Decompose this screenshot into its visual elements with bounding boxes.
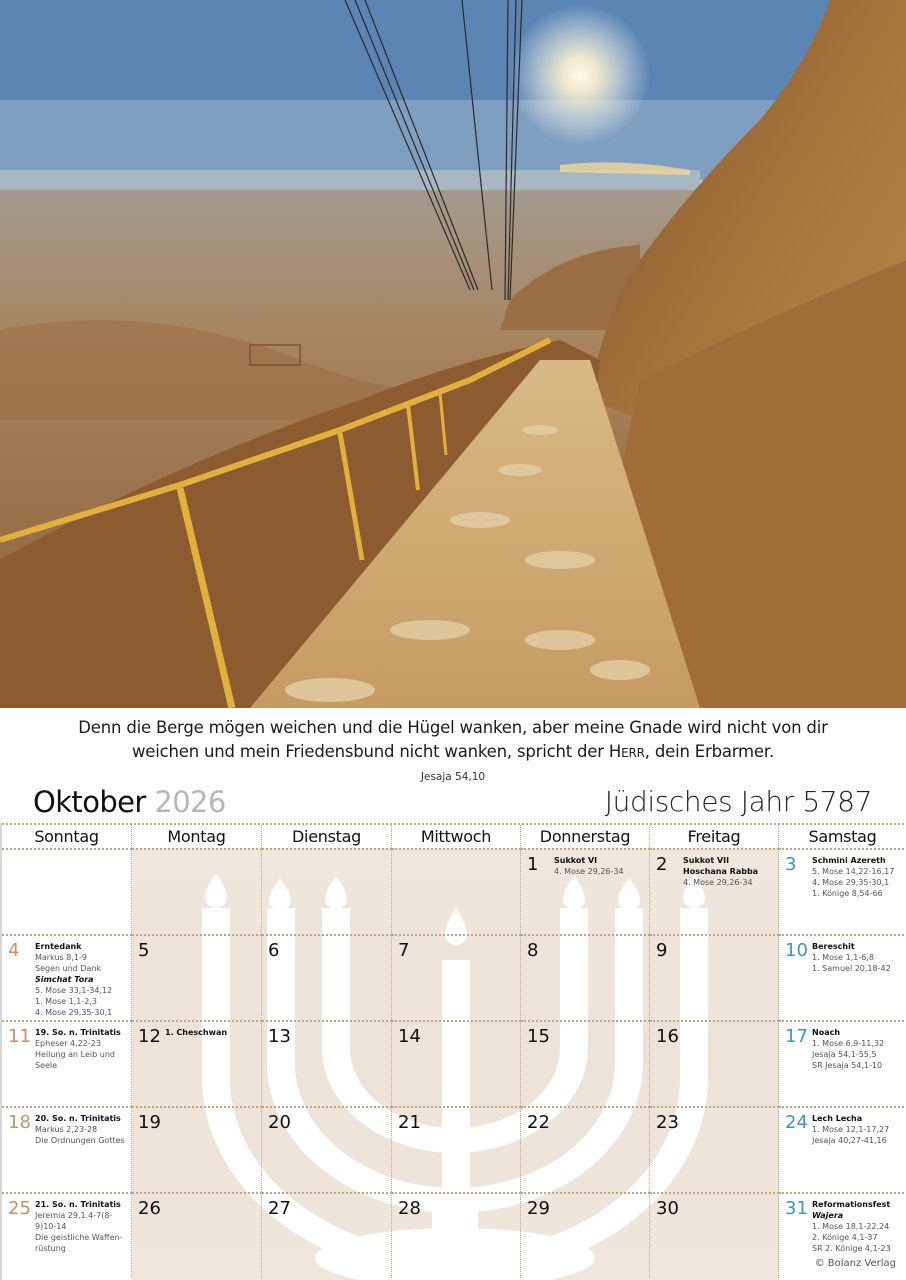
event-detail: 1. Mose 12,1-17,27 <box>812 1125 890 1134</box>
day-number: 17 <box>785 1026 808 1047</box>
day-events <box>35 1027 128 1071</box>
day-cell-18[interactable] <box>2 1106 132 1192</box>
event-title: Sukkot VII Hoschana Rabba <box>683 856 759 876</box>
jewish-year-label: Jüdisches Jahr 5787 <box>604 785 872 818</box>
event-title: Noach <box>812 1028 841 1037</box>
weekday-mittwoch: Mittwoch <box>392 825 521 848</box>
day-number: 28 <box>398 1198 421 1219</box>
event-detail: 1. Mose 1,1-6,8 <box>812 953 874 962</box>
day-events <box>683 855 775 888</box>
day-cell-19[interactable] <box>132 1106 262 1192</box>
event-detail: Markus 8,1-9 <box>35 953 87 962</box>
event-title: Bereschit <box>812 942 855 951</box>
event-detail: 4. Mose 29,26-34 <box>554 867 624 876</box>
day-number: 9 <box>656 940 668 961</box>
day-cell-10[interactable] <box>779 934 906 1020</box>
event-detail: Die Ordnungen Gottes <box>35 1136 125 1145</box>
day-number: 6 <box>268 940 280 961</box>
empty-day-cell[interactable] <box>262 848 392 934</box>
event-detail: SR 2. Könige 4,1-23 <box>812 1244 891 1253</box>
day-events <box>554 855 646 877</box>
day-number: 15 <box>527 1026 550 1047</box>
day-number: 26 <box>138 1198 161 1219</box>
event-title: Reformationsfest <box>812 1200 891 1209</box>
day-cell-25[interactable] <box>2 1192 132 1278</box>
event-title-italic: Simchat Tora <box>35 975 94 984</box>
day-number: 21 <box>398 1112 421 1133</box>
event-title: 19. So. n. Trinitatis <box>35 1028 121 1037</box>
weekday-montag: Montag <box>132 825 262 848</box>
day-cell-11[interactable] <box>2 1020 132 1106</box>
day-number: 18 <box>8 1112 31 1133</box>
day-number: 22 <box>527 1112 550 1133</box>
event-detail: 5. Mose 33,1-34,12 <box>35 986 113 995</box>
day-cell-2[interactable] <box>650 848 779 934</box>
day-number: 29 <box>527 1198 550 1219</box>
day-events <box>812 855 904 899</box>
day-cell-15[interactable] <box>521 1020 650 1106</box>
day-number: 24 <box>785 1112 808 1133</box>
day-cell-1[interactable] <box>521 848 650 934</box>
day-events <box>812 1199 904 1254</box>
day-cell-29[interactable] <box>521 1192 650 1278</box>
verse-line-2 <box>0 740 906 764</box>
empty-day-cell[interactable] <box>132 848 262 934</box>
event-title: Sukkot VI <box>554 856 598 865</box>
day-number: 4 <box>8 940 20 961</box>
day-cell-20[interactable] <box>262 1106 392 1192</box>
weekday-samstag: Samstag <box>808 827 877 846</box>
month-title <box>33 784 226 820</box>
day-events <box>165 1027 258 1038</box>
day-cell-13[interactable] <box>262 1020 392 1106</box>
day-cell-6[interactable] <box>262 934 392 1020</box>
day-number: 11 <box>8 1026 31 1047</box>
verse-line-1: Denn die Berge mögen weichen und die Hügel wanken, aber meine Gnade wird nicht von dir <box>78 718 828 737</box>
day-cell-8[interactable] <box>521 934 650 1020</box>
weekday-donnerstag: Donnerstag <box>521 825 650 848</box>
event-detail: rüstung <box>35 1244 66 1253</box>
event-detail: 1. Könige 8,54-66 <box>812 889 883 898</box>
day-number: 2 <box>656 854 668 875</box>
event-detail: 5. Mose 14,22-16,17 <box>812 867 895 876</box>
day-events <box>35 1113 128 1146</box>
day-cell-4[interactable] <box>2 934 132 1020</box>
calendar-grid <box>0 823 906 1280</box>
day-cell-16[interactable] <box>650 1020 779 1106</box>
event-detail: 1. Samuel 20,18-42 <box>812 964 891 973</box>
event-detail: Die geistliche Waffen- <box>35 1233 123 1242</box>
day-cell-3[interactable] <box>779 848 906 934</box>
event-detail: Markus 2,23-28 <box>35 1125 98 1134</box>
event-detail: Jeremia 29,1.4-7(8-9)10-14 <box>35 1211 113 1231</box>
event-detail: Jesaja 54,1-55,5 <box>812 1050 877 1059</box>
day-cell-28[interactable] <box>392 1192 521 1278</box>
event-detail: 4. Mose 29,35-30,1 <box>35 1008 113 1017</box>
verse-line-2-text: weichen und mein Friedensbund nicht wanken, spricht der <box>131 742 609 761</box>
year-label: 2026 <box>154 785 226 819</box>
event-detail: Epheser 4,22-23 <box>35 1039 101 1048</box>
weekday-sonntag: Sonntag <box>2 825 132 848</box>
day-events <box>812 1113 904 1146</box>
day-number: 27 <box>268 1198 291 1219</box>
event-title: Schmini Azereth <box>812 856 886 865</box>
day-cell-17[interactable] <box>779 1020 906 1106</box>
event-title: 21. So. n. Trinitatis <box>35 1200 121 1209</box>
event-detail: SR Jesaja 54,1-10 <box>812 1061 883 1070</box>
day-events <box>35 941 128 1018</box>
day-cell-27[interactable] <box>262 1192 392 1278</box>
day-cell-30[interactable] <box>650 1192 779 1278</box>
weekday-freitag: Freitag <box>650 825 779 848</box>
day-number: 16 <box>656 1026 679 1047</box>
day-number: 7 <box>398 940 410 961</box>
weekday-header-row <box>2 823 906 848</box>
day-number: 31 <box>785 1198 808 1219</box>
verse-lord-smallcaps: Herr <box>608 742 645 761</box>
day-cell-7[interactable] <box>392 934 521 1020</box>
day-number: 1 <box>527 854 539 875</box>
copyright-notice: © Bolanz Verlag <box>814 1258 896 1269</box>
event-detail: 1. Mose 6,9-11,32 <box>812 1039 885 1048</box>
event-detail: 1. Mose 1,1-2,3 <box>35 997 97 1006</box>
day-number: 30 <box>656 1198 679 1219</box>
day-number: 10 <box>785 940 808 961</box>
day-events <box>35 1199 128 1254</box>
day-cell-14[interactable] <box>392 1020 521 1106</box>
day-number: 8 <box>527 940 539 961</box>
day-cell-12[interactable] <box>132 1020 262 1106</box>
day-cell-24[interactable] <box>779 1106 906 1192</box>
day-grid <box>2 848 906 1280</box>
day-number: 20 <box>268 1112 291 1133</box>
event-title: Lech Lecha <box>812 1114 863 1123</box>
event-detail: 4. Mose 29,26-34 <box>683 878 753 887</box>
empty-day-cell[interactable] <box>2 848 132 934</box>
day-number: 19 <box>138 1112 161 1133</box>
event-detail: Segen und Dank <box>35 964 102 973</box>
day-cell-9[interactable] <box>650 934 779 1020</box>
empty-day-cell[interactable] <box>392 848 521 934</box>
day-events <box>812 941 904 974</box>
verse-reference: Jesaja 54,10 <box>420 771 486 783</box>
day-number: 13 <box>268 1026 291 1047</box>
day-cell-23[interactable] <box>650 1106 779 1192</box>
event-detail: Heilung an Leib und Seele <box>35 1050 115 1070</box>
event-title: Erntedank <box>35 942 82 951</box>
day-number: 23 <box>656 1112 679 1133</box>
event-title: 20. So. n. Trinitatis <box>35 1114 121 1123</box>
month-name: Oktober <box>33 785 146 819</box>
day-cell-5[interactable] <box>132 934 262 1020</box>
weekday-dienstag: Dienstag <box>262 825 392 848</box>
event-detail: Jesaja 40,27-41,16 <box>812 1136 887 1145</box>
day-number: 5 <box>138 940 150 961</box>
day-number: 3 <box>785 854 797 875</box>
day-cell-22[interactable] <box>521 1106 650 1192</box>
day-cell-21[interactable] <box>392 1106 521 1192</box>
event-title-italic: Wajera <box>812 1211 844 1220</box>
day-number: 14 <box>398 1026 421 1047</box>
event-title: 1. Cheschwan <box>165 1028 228 1037</box>
event-detail: 1. Mose 18,1-22,24 <box>812 1222 890 1231</box>
day-events <box>812 1027 904 1071</box>
event-detail: 2. Könige 4,1-37 <box>812 1233 878 1242</box>
day-cell-26[interactable] <box>132 1192 262 1278</box>
day-number: 12 <box>138 1026 161 1047</box>
verse-line-2-end: , dein Erbarmer. <box>644 742 774 761</box>
day-number: 25 <box>8 1198 31 1219</box>
bible-verse <box>0 716 906 764</box>
event-detail: 4. Mose 29,35-30,1 <box>812 878 890 887</box>
